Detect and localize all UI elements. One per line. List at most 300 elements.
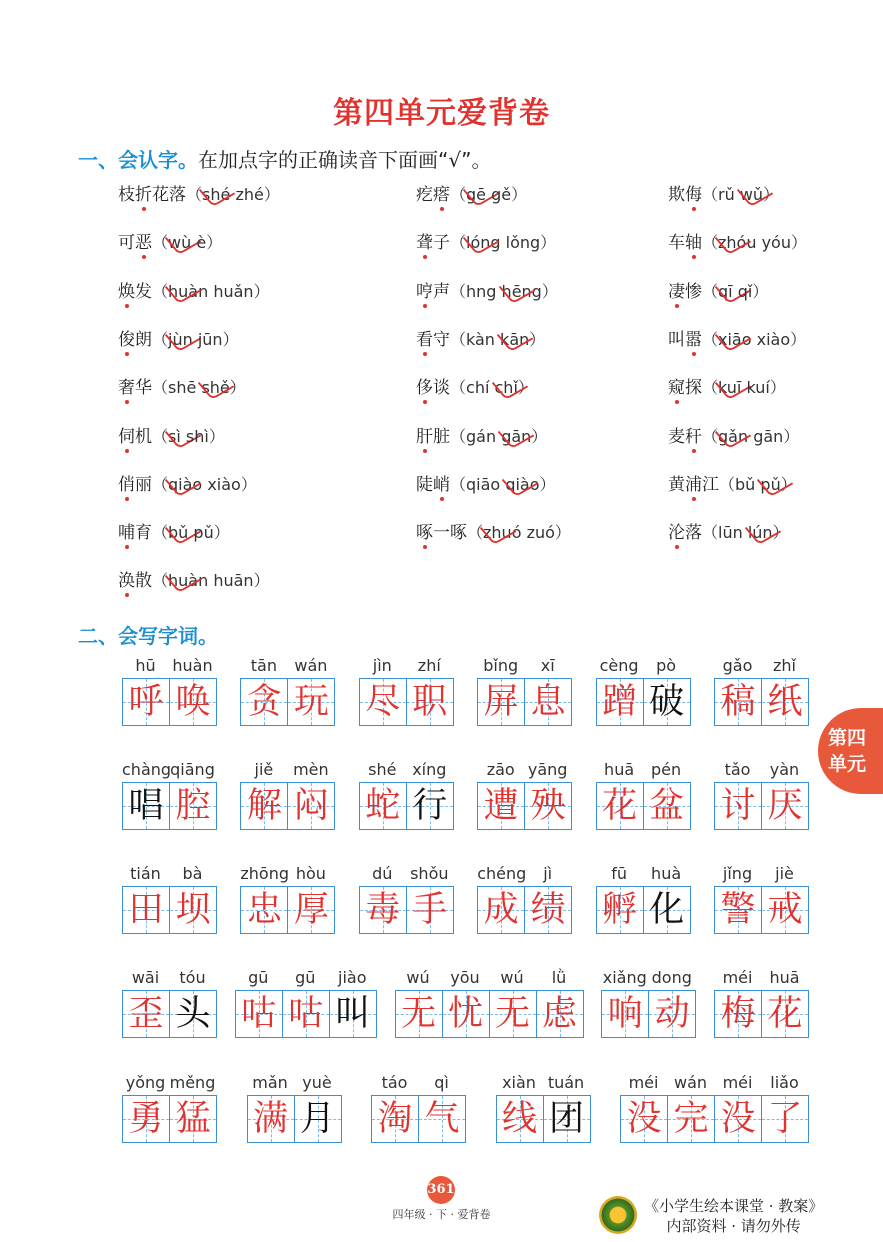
- pinyin-option: shē: [168, 378, 197, 398]
- reading-word: 伺机: [118, 427, 152, 447]
- word-group: [122, 968, 217, 1038]
- character-box: [442, 991, 489, 1037]
- correct-pinyin: zhóu: [718, 233, 757, 253]
- reading-item: [668, 325, 806, 350]
- word-group: [596, 656, 691, 726]
- reading-options: （lóng lǒng）: [450, 233, 557, 253]
- correct-pinyin: gē: [466, 185, 487, 204]
- tian-grid: [714, 990, 809, 1038]
- character-box: [169, 1096, 216, 1142]
- character-box: [667, 1096, 714, 1142]
- pinyin-option: huān: [213, 571, 254, 591]
- character: 成: [483, 890, 519, 930]
- tian-grid: [477, 782, 572, 830]
- reading-word: 车轴: [668, 233, 702, 253]
- pinyin-option: gān: [753, 426, 784, 446]
- pinyin-row: [477, 656, 572, 678]
- character: 纸: [767, 682, 803, 722]
- pinyin: zhí: [417, 656, 441, 675]
- character-box: [123, 991, 169, 1037]
- pinyin-row: [714, 968, 809, 990]
- correct-pinyin: xiāo: [718, 329, 752, 349]
- reading-word: 叫嚣: [668, 330, 702, 350]
- reading-item: [668, 422, 799, 447]
- pinyin-row: [477, 760, 572, 782]
- reading-word: 沦落: [668, 523, 702, 543]
- pinyin: yàn: [769, 760, 800, 779]
- reading-word: 黄浦江: [668, 475, 719, 495]
- pinyin: zāo: [486, 760, 515, 779]
- pinyin: dong: [651, 968, 692, 987]
- correct-pinyin: shě: [201, 378, 230, 398]
- pinyin-option: zuó: [526, 523, 555, 543]
- character: 无: [400, 994, 436, 1034]
- reading-item: [118, 228, 222, 253]
- character: 没: [720, 1099, 756, 1139]
- character-box: [524, 887, 571, 933]
- pinyin-option: jūn: [197, 329, 223, 349]
- reading-word: 啄一啄: [416, 523, 467, 543]
- tian-grid: [496, 1095, 591, 1143]
- pinyin: hū: [135, 656, 156, 675]
- pinyin: pén: [651, 760, 682, 779]
- pinyin: huà: [651, 864, 682, 883]
- character-box: [648, 991, 695, 1037]
- reading-word: 麦秆: [668, 427, 702, 447]
- pinyin-row: [359, 864, 454, 886]
- character: 厌: [767, 786, 803, 826]
- pinyin-option: qiāo: [466, 474, 501, 494]
- reading-word: 俏丽: [118, 475, 152, 495]
- pinyin: mǎn: [252, 1073, 288, 1092]
- character: 歪: [128, 994, 164, 1034]
- word-group: [240, 656, 335, 726]
- reading-item: [668, 277, 768, 302]
- pinyin-option: chí: [466, 378, 490, 398]
- character: 屏: [483, 682, 519, 722]
- reading-word: 陡峭: [416, 475, 450, 495]
- character: 尽: [365, 682, 401, 722]
- character-box: [478, 887, 524, 933]
- reading-options: （zhóu yóu）: [702, 233, 807, 253]
- pinyin-option: xiào: [756, 329, 791, 349]
- tian-grid: [122, 1095, 217, 1143]
- pinyin: wāi: [131, 968, 160, 987]
- unit-tab: [818, 708, 883, 794]
- correct-pinyin: lún: [747, 523, 773, 543]
- character: 花: [767, 994, 803, 1034]
- character-box: [287, 679, 334, 725]
- character: 月: [299, 1099, 335, 1139]
- character-box: [643, 783, 690, 829]
- pinyin: mèn: [293, 760, 329, 779]
- word-group: [359, 760, 454, 830]
- character-box: [643, 887, 690, 933]
- character-box: [241, 887, 287, 933]
- character-box: [418, 1096, 465, 1142]
- correct-pinyin: zhuó: [483, 523, 522, 543]
- character: 闷: [293, 786, 329, 826]
- pinyin: tān: [250, 656, 277, 675]
- reading-item: [668, 228, 807, 253]
- character: 唤: [175, 682, 211, 722]
- character-box: [287, 887, 334, 933]
- character: 了: [767, 1099, 803, 1139]
- pinyin-option: kàn: [466, 329, 495, 349]
- pinyin-row: [596, 656, 691, 678]
- character-box: [478, 783, 524, 829]
- word-group: [371, 1073, 466, 1143]
- page-footer: 四年级 · 下 · 爱背卷: [392, 1208, 491, 1221]
- word-group: [235, 968, 377, 1038]
- reading-options: （shé zhé）: [186, 185, 280, 204]
- pinyin: wán: [673, 1073, 708, 1092]
- character: 气: [424, 1099, 460, 1139]
- character: 满: [252, 1099, 288, 1139]
- character-box: [169, 679, 216, 725]
- tian-grid: [371, 1095, 466, 1143]
- tian-grid: [714, 782, 809, 830]
- reading-item: [118, 373, 246, 398]
- word-group: [477, 864, 572, 934]
- character-box: [761, 991, 808, 1037]
- character-box: [761, 887, 808, 933]
- character: 行: [412, 786, 448, 826]
- section1-header: [78, 144, 491, 173]
- character: 淘: [377, 1099, 413, 1139]
- reading-options: （qī qǐ）: [702, 281, 769, 301]
- reading-options: （huàn huān）: [152, 571, 270, 591]
- pinyin-option: hng: [466, 281, 497, 301]
- reading-item: [118, 470, 257, 495]
- character-box: [294, 1096, 341, 1142]
- character: 警: [720, 890, 756, 930]
- word-group: [122, 760, 217, 830]
- character: 坝: [175, 890, 211, 930]
- reading-word: 窥探: [668, 378, 702, 398]
- reading-word: 哺育: [118, 523, 152, 543]
- pinyin: xiàn: [502, 1073, 536, 1092]
- pinyin: wú: [500, 968, 524, 987]
- pinyin: táo: [381, 1073, 408, 1092]
- reading-item: [416, 373, 534, 398]
- character: 线: [501, 1099, 537, 1139]
- character: 盆: [649, 786, 685, 826]
- word-group: [620, 1073, 809, 1143]
- character-box: [241, 679, 287, 725]
- pinyin: dú: [372, 864, 393, 883]
- tian-grid: [122, 990, 217, 1038]
- pinyin: tuán: [547, 1073, 585, 1092]
- tian-grid: [122, 678, 217, 726]
- tian-grid: [359, 782, 454, 830]
- pinyin-row: [240, 760, 335, 782]
- correct-pinyin: qī: [718, 281, 733, 301]
- character-box: [714, 1096, 761, 1142]
- pinyin: wú: [406, 968, 430, 987]
- character-box: [621, 1096, 667, 1142]
- reading-item: [416, 422, 547, 447]
- correct-pinyin: huàn: [168, 281, 209, 301]
- reading-options: （qiào xiào）: [152, 474, 257, 494]
- pinyin-row: [235, 968, 377, 990]
- character-box: [123, 783, 169, 829]
- pinyin: bǐng: [483, 656, 519, 675]
- reading-item: [118, 518, 230, 543]
- pinyin-row: [496, 1073, 591, 1095]
- reading-options: （xiāo xiào）: [702, 329, 807, 349]
- character-box: [406, 783, 453, 829]
- pinyin: bà: [182, 864, 203, 883]
- reading-word: 侈谈: [416, 378, 450, 398]
- pinyin: yuè: [302, 1073, 332, 1092]
- reading-options: （gē gě）: [450, 185, 528, 204]
- pinyin-row: [601, 968, 696, 990]
- reading-options: （chí chǐ）: [450, 378, 534, 398]
- pinyin: chàng: [122, 760, 172, 779]
- reading-word: 聋子: [416, 233, 450, 253]
- character-box: [761, 679, 808, 725]
- reading-options: （huàn huǎn）: [152, 281, 270, 301]
- reading-item: [668, 373, 786, 398]
- brand-text: [644, 1196, 823, 1236]
- pinyin-option: lǒng: [505, 233, 541, 253]
- pinyin-option: gě: [491, 185, 512, 204]
- reading-options: （kuī kuí）: [702, 378, 786, 398]
- character-box: [287, 783, 334, 829]
- character-box: [360, 887, 406, 933]
- reading-item: [416, 518, 571, 543]
- pinyin-option: gán: [466, 426, 497, 446]
- character: 破: [649, 682, 685, 722]
- character-box: [597, 783, 643, 829]
- pinyin: gū: [295, 968, 316, 987]
- page-title: 第四单元爱背卷: [333, 96, 550, 131]
- character: 蹭: [602, 682, 638, 722]
- pinyin-option: pǔ: [193, 523, 214, 543]
- character-box: [715, 887, 761, 933]
- character-box: [360, 679, 406, 725]
- character-box: [372, 1096, 418, 1142]
- reading-options: （zhuó zuó）: [467, 523, 571, 543]
- reading-word: 看守: [416, 330, 450, 350]
- word-group: [359, 864, 454, 934]
- pinyin: hòu: [295, 864, 326, 883]
- character-box: [123, 679, 169, 725]
- character-box: [329, 991, 376, 1037]
- pinyin: huā: [604, 760, 635, 779]
- pinyin-option: qǐ: [737, 281, 753, 301]
- pinyin: měng: [169, 1073, 216, 1092]
- pinyin: huàn: [172, 656, 213, 675]
- pinyin: tián: [130, 864, 161, 883]
- pinyin-option: zhé: [235, 185, 264, 204]
- reading-options: （kàn kān）: [450, 329, 546, 349]
- pinyin-row: [359, 656, 454, 678]
- correct-pinyin: sì: [168, 426, 181, 446]
- correct-pinyin: wǔ: [739, 185, 764, 204]
- reading-word: 可恶: [118, 233, 152, 253]
- character-box: [169, 887, 216, 933]
- pinyin: yǒng: [125, 1073, 166, 1092]
- word-group: [122, 864, 217, 934]
- pinyin: shé: [368, 760, 397, 779]
- reading-item: [118, 325, 239, 350]
- pinyin: qiāng: [170, 760, 215, 779]
- reading-word: 欺侮: [668, 185, 702, 205]
- reading-word: 俊朗: [118, 330, 152, 350]
- pinyin: xiǎng: [602, 968, 647, 987]
- correct-pinyin: chǐ: [494, 378, 518, 398]
- pinyin: qì: [434, 1073, 449, 1092]
- pinyin: jiě: [254, 760, 274, 779]
- word-group: [596, 864, 691, 934]
- character-box: [524, 783, 571, 829]
- character: 团: [548, 1099, 584, 1139]
- brand-line1: 《小学生绘本课堂 · 教案》: [644, 1197, 824, 1215]
- word-group: [601, 968, 696, 1038]
- reading-options: （wù è）: [152, 233, 223, 253]
- correct-pinyin: jùn: [168, 329, 193, 349]
- character-box: [248, 1096, 294, 1142]
- reading-options: （gǎn gān）: [702, 426, 800, 446]
- word-group: [359, 656, 454, 726]
- pinyin-option: yóu: [761, 233, 791, 253]
- unit-tab-line2: 单元: [828, 753, 867, 775]
- tian-grid: [240, 886, 335, 934]
- word-group: [122, 1073, 217, 1143]
- tian-grid: [596, 678, 691, 726]
- reading-item: [416, 180, 527, 205]
- tian-grid: [596, 886, 691, 934]
- correct-pinyin: hēng: [501, 281, 542, 301]
- pinyin-option: huǎn: [213, 281, 254, 301]
- tian-grid: [235, 990, 377, 1038]
- pinyin-row: [714, 656, 809, 678]
- reading-options: （rǔ wǔ）: [702, 185, 780, 204]
- reading-item: [668, 180, 779, 205]
- character-box: [489, 991, 536, 1037]
- pinyin: xíng: [412, 760, 447, 779]
- character: 绩: [530, 890, 566, 930]
- correct-pinyin: kuī: [718, 378, 742, 398]
- word-group: [714, 760, 809, 830]
- character: 忠: [246, 890, 282, 930]
- section2-heading: 二、会写字词。: [78, 624, 218, 648]
- character-box: [597, 887, 643, 933]
- correct-pinyin: gān: [501, 426, 532, 446]
- character-box: [169, 783, 216, 829]
- pinyin-row: [122, 1073, 217, 1095]
- pinyin: gǎo: [722, 656, 753, 675]
- pinyin-option: rǔ: [718, 185, 735, 204]
- character-box: [602, 991, 648, 1037]
- pinyin-option: shì: [185, 426, 209, 446]
- tian-grid: [247, 1095, 342, 1143]
- pinyin-row: [122, 760, 217, 782]
- pinyin: yōu: [450, 968, 480, 987]
- tian-grid: [714, 678, 809, 726]
- character-box: [241, 783, 287, 829]
- correct-pinyin: pǔ: [760, 474, 781, 494]
- pinyin-option: kuí: [746, 378, 770, 398]
- tian-grid: [240, 678, 335, 726]
- character: 解: [246, 786, 282, 826]
- reading-options: （hng hēng）: [450, 281, 558, 301]
- reading-options: （qiāo qiào）: [450, 474, 556, 494]
- pinyin: liǎo: [770, 1073, 799, 1092]
- character: 讨: [720, 786, 756, 826]
- character: 动: [654, 994, 690, 1034]
- character-box: [761, 1096, 808, 1142]
- pinyin-row: [122, 968, 217, 990]
- tian-grid: [596, 782, 691, 830]
- character: 职: [412, 682, 448, 722]
- character-box: [123, 1096, 169, 1142]
- tian-grid: [601, 990, 696, 1038]
- character: 无: [494, 994, 530, 1034]
- word-group: [596, 760, 691, 830]
- reading-options: （shē shě）: [152, 378, 246, 398]
- pinyin-row: [240, 656, 335, 678]
- pinyin: méi: [628, 1073, 659, 1092]
- reading-item: [118, 180, 280, 205]
- character: 头: [175, 994, 211, 1034]
- tian-grid: [477, 886, 572, 934]
- character: 孵: [602, 890, 638, 930]
- pinyin: jiè: [775, 864, 794, 883]
- character: 唱: [128, 786, 164, 826]
- character-box: [478, 679, 524, 725]
- character-box: [524, 679, 571, 725]
- pinyin: tóu: [179, 968, 206, 987]
- character: 腔: [175, 786, 211, 826]
- word-group: [714, 968, 809, 1038]
- character-box: [236, 991, 282, 1037]
- pinyin: fū: [611, 864, 627, 883]
- character-box: [282, 991, 329, 1037]
- word-group: [714, 656, 809, 726]
- character-box: [715, 679, 761, 725]
- pinyin: yāng: [527, 760, 568, 779]
- tian-grid: [122, 886, 217, 934]
- character: 叫: [335, 994, 371, 1034]
- word-group: [477, 760, 572, 830]
- pinyin-option: è: [196, 233, 207, 253]
- pinyin: chéng: [477, 864, 527, 883]
- pinyin: jǐng: [722, 864, 753, 883]
- character-box: [169, 991, 216, 1037]
- character: 稿: [720, 682, 756, 722]
- character: 忧: [447, 994, 483, 1034]
- correct-pinyin: bǔ: [168, 523, 189, 543]
- correct-pinyin: huàn: [168, 571, 209, 591]
- character: 手: [412, 890, 448, 930]
- word-group: [395, 968, 584, 1038]
- tian-grid: [122, 782, 217, 830]
- reading-word: 凄惨: [668, 282, 702, 302]
- reading-options: （bǔ pǔ）: [719, 474, 797, 494]
- character-box: [715, 991, 761, 1037]
- pinyin: cèng: [599, 656, 639, 675]
- character: 呼: [128, 682, 164, 722]
- reading-options: （bǔ pǔ）: [152, 523, 230, 543]
- reading-word: 涣散: [118, 571, 152, 591]
- tian-grid: [395, 990, 584, 1038]
- character-box: [543, 1096, 590, 1142]
- reading-item: [416, 277, 558, 302]
- correct-pinyin: kān: [500, 329, 530, 349]
